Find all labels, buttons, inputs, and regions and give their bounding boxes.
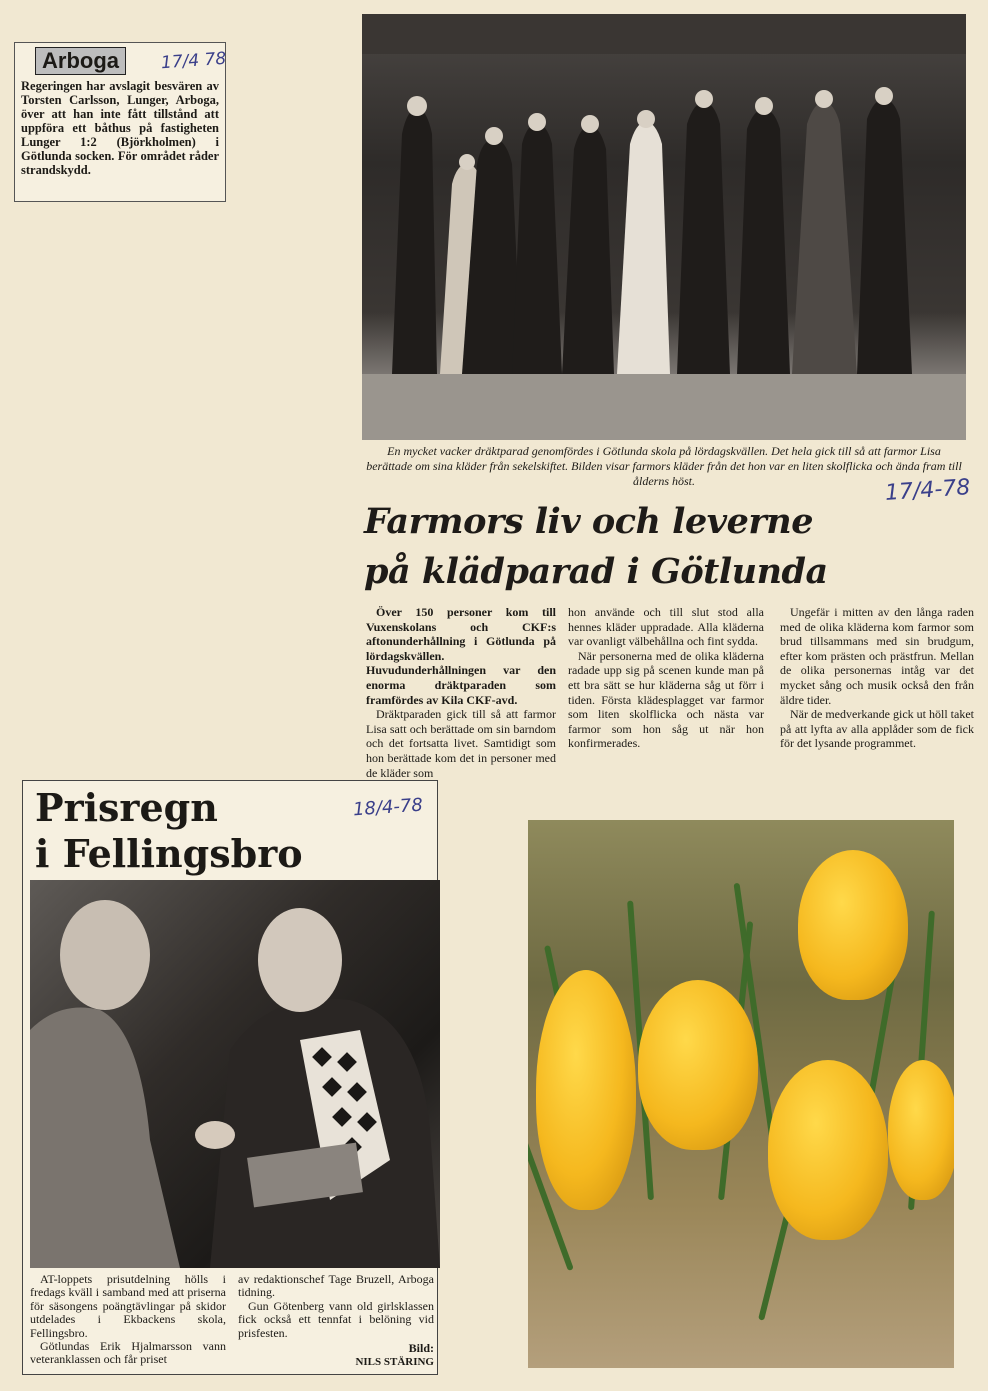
arboga-title: Arboga <box>35 47 126 75</box>
photo-caption: En mycket vacker dräktparad genomfördes i Götlunda skola på lördagskvällen. Det hela gick till så att farmor Lisa berättade om sina kläder från sekelskiftet. Bilden visar farmors kläder från det hon var en liten skolflicka och ända fram till ålderns höst. <box>366 444 962 488</box>
credit-name: NILS STÄRING <box>355 1356 434 1369</box>
article1-col2-p2: När personerna med de olika kläderna radade upp sig på scenen kunde man på ett bra sätt se hur kläderna såg ut förr i tiden. Första klädesplagget var farmor som liten skolflicka och nästa var farmor som hon såg ut när hon konfirmerades. <box>568 648 764 751</box>
article2-headline <box>35 785 303 877</box>
costume-parade-figures <box>362 14 966 440</box>
arboga-date: 17/4 78 <box>160 48 227 74</box>
article2-col2-p1: av redaktionschef Tage Bruzell, Arboga tidning. <box>238 1272 434 1300</box>
photo-credit <box>238 1342 434 1370</box>
article2-date: 18/4-78 <box>352 794 424 821</box>
article1-col3-p2: När de medverkande gick ut höll taket på att lyfta av alla applåder som de fick för det lysande programmet. <box>780 707 974 751</box>
article2-column-2 <box>238 1273 434 1370</box>
credit-label: Bild: <box>408 1341 434 1356</box>
article2-headline-line-2: i Fellingsbro <box>35 831 303 876</box>
prize-handshake-photo <box>30 880 440 1268</box>
headline-line-2: på klädparad i Götlunda <box>364 551 828 592</box>
headline-line-1: Farmors liv och leverne <box>364 501 813 542</box>
article2-column-1 <box>30 1273 226 1367</box>
article1-headline <box>364 497 964 597</box>
crocus-flower-left <box>536 970 636 1210</box>
article2-col1-p1: AT-loppets prisutdelning hölls i fredags kväll i samband med att priserna för säsongens poängtävlingar på skidor utdelades i Ekbackens skola, Fellingsbro. <box>30 1272 226 1340</box>
article2-col1-p2: Götlundas Erik Hjalmarsson vann veteranklassen och får priset <box>30 1339 226 1367</box>
article1-col1-body: Dräktparaden gick till så att farmor Lisa satt och berättade om sin barndom och det fortsatta livet. Samtidigt som hon berättade kom det in personer med de kläder som <box>366 707 556 780</box>
crocus-flowers-photo <box>528 820 954 1368</box>
article1-column-2 <box>568 605 764 751</box>
crocus-flower-right <box>888 1060 954 1200</box>
arboga-notice <box>14 42 226 202</box>
costume-parade-photo <box>362 14 966 440</box>
article1-date: 17/4-78 <box>884 475 972 506</box>
crocus-flower-top-right <box>798 850 908 1000</box>
crocus-flower-lower <box>768 1060 888 1240</box>
article2-headline-line-1: Prisregn <box>35 785 218 830</box>
article1-col2-p1: hon använde och till slut stod alla hennes kläder uppradade. Alla kläderna var ovanligt välbehållna och fint sydda. <box>568 605 764 649</box>
handshake-figures <box>30 880 440 1268</box>
article2-col2-p2: Gun Götenberg vann old girlsklassen fick också ett tennfat i belöning vid prisfesten. <box>238 1298 434 1340</box>
article1-column-3 <box>780 605 974 751</box>
article1-column-1 <box>366 605 556 780</box>
crocus-flower-center <box>638 980 758 1150</box>
article1-lead: Över 150 personer kom till Vuxenskolans och CKF:s aftonunderhållning i Götlunda på lördagskvällen. Huvudunderhållningen var den enorma dräktparaden som framfördes av Kila CKF-avd. <box>366 605 556 707</box>
arboga-text: Regeringen har avslagit besvären av Torsten Carlsson, Lunger, Arboga, över att han inte fått tillstånd att uppföra ett båthus på fastigheten Lunger 1:2 (Björkholmen) i Götlunda socken. För området råder strandskydd. <box>21 79 219 177</box>
article1-col3-p1: Ungefär i mitten av den långa raden med de olika kläderna kom farmor som brud tillsammans med sin brudgum, efter kom prästen och prästfrun. Mellan de olika personernas intåg var det mycket sång och musik också den från äldre tider. <box>780 605 974 707</box>
